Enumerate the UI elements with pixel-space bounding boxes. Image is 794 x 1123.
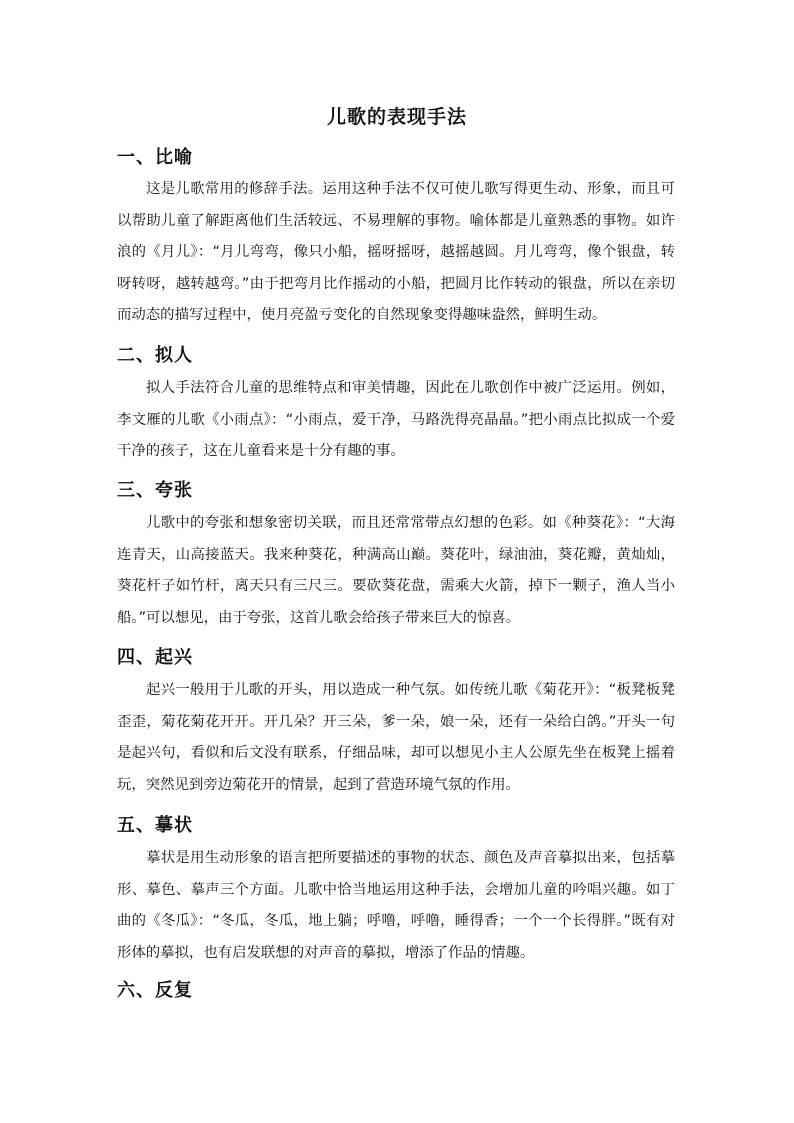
section-paragraph-exaggeration: 儿歌中的夸张和想象密切关联，而且还常常带点幻想的色彩。如《种葵花》：“大海连青天，山高接蓝天。我来种葵花，种满高山巅。葵花叶，绿油油，葵花瓣，黄灿灿，葵花杆子如竹杆，离天只有三尺三。要砍葵花盘，需乘大火箭，掉下一颗子，渔人当小船。”可以想见，由于夸张，这首儿歌会给孩子带来巨大的惊喜。	[117, 515, 675, 626]
section-heading-repetition: 六、反复	[117, 980, 193, 1001]
section-heading-metaphor: 一、比喻	[117, 147, 193, 168]
section-paragraph-metaphor: 这是儿歌常用的修辞手法。运用这种手法不仅可使儿歌写得更生动、形象，而且可以帮助儿童了解距离他们生活较远、不易理解的事物。喻体都是儿童熟悉的事物。如许浪的《月儿》：“月儿弯弯，像只小船，摇呀摇呀，越摇越圆。月儿弯弯，像个银盘，转呀转呀，越转越弯。”由于把弯月比作摇动的小船，把圆月比作转动的银盘，所以在亲切而动态的描写过程中，使月亮盈亏变化的自然现象变得趣味盎然，鲜明生动。	[117, 181, 675, 323]
section-heading-evocation: 四、起兴	[117, 647, 193, 668]
section-paragraph-personification: 拟人手法符合儿童的思维特点和审美情趣，因此在儿歌创作中被广泛运用。例如，李文雁的儿歌《小雨点》：“小雨点，爱干净，马路洗得亮晶晶。”把小雨点比拟成一个爱干净的孩子，这在儿童看来是十分有趣的事。	[117, 380, 675, 459]
section-heading-exaggeration: 三、夸张	[117, 480, 193, 501]
section-paragraph-evocation: 起兴一般用于儿歌的开头，用以造成一种气氛。如传统儿歌《菊花开》：“板凳板凳歪歪，菊花菊花开开。开几朵？开三朵，爹一朵，娘一朵，还有一朵给白鸽。”开头一句是起兴句，看似和后文没有联系，仔细品味，却可以想见小主人公原先坐在板凳上摇着玩，突然见到旁边菊花开的情景，起到了营造环境气氛的作用。	[117, 682, 675, 793]
document-title: 儿歌的表现手法	[326, 106, 467, 128]
section-paragraph-depiction: 摹状是用生动形象的语言把所要描述的事物的状态、颜色及声音摹拟出来，包括摹形、摹色、摹声三个方面。儿歌中恰当地运用这种手法，会增加儿童的吟唱兴趣。如丁曲的《冬瓜》：“冬瓜，冬瓜，地上躺；呼噜，呼噜，睡得香；一个一个长得胖。”既有对形体的摹拟，也有启发联想的对声音的摹拟，增添了作品的情趣。	[117, 850, 675, 961]
section-heading-personification: 二、拟人	[117, 345, 193, 366]
section-heading-depiction: 五、摹状	[117, 815, 193, 836]
